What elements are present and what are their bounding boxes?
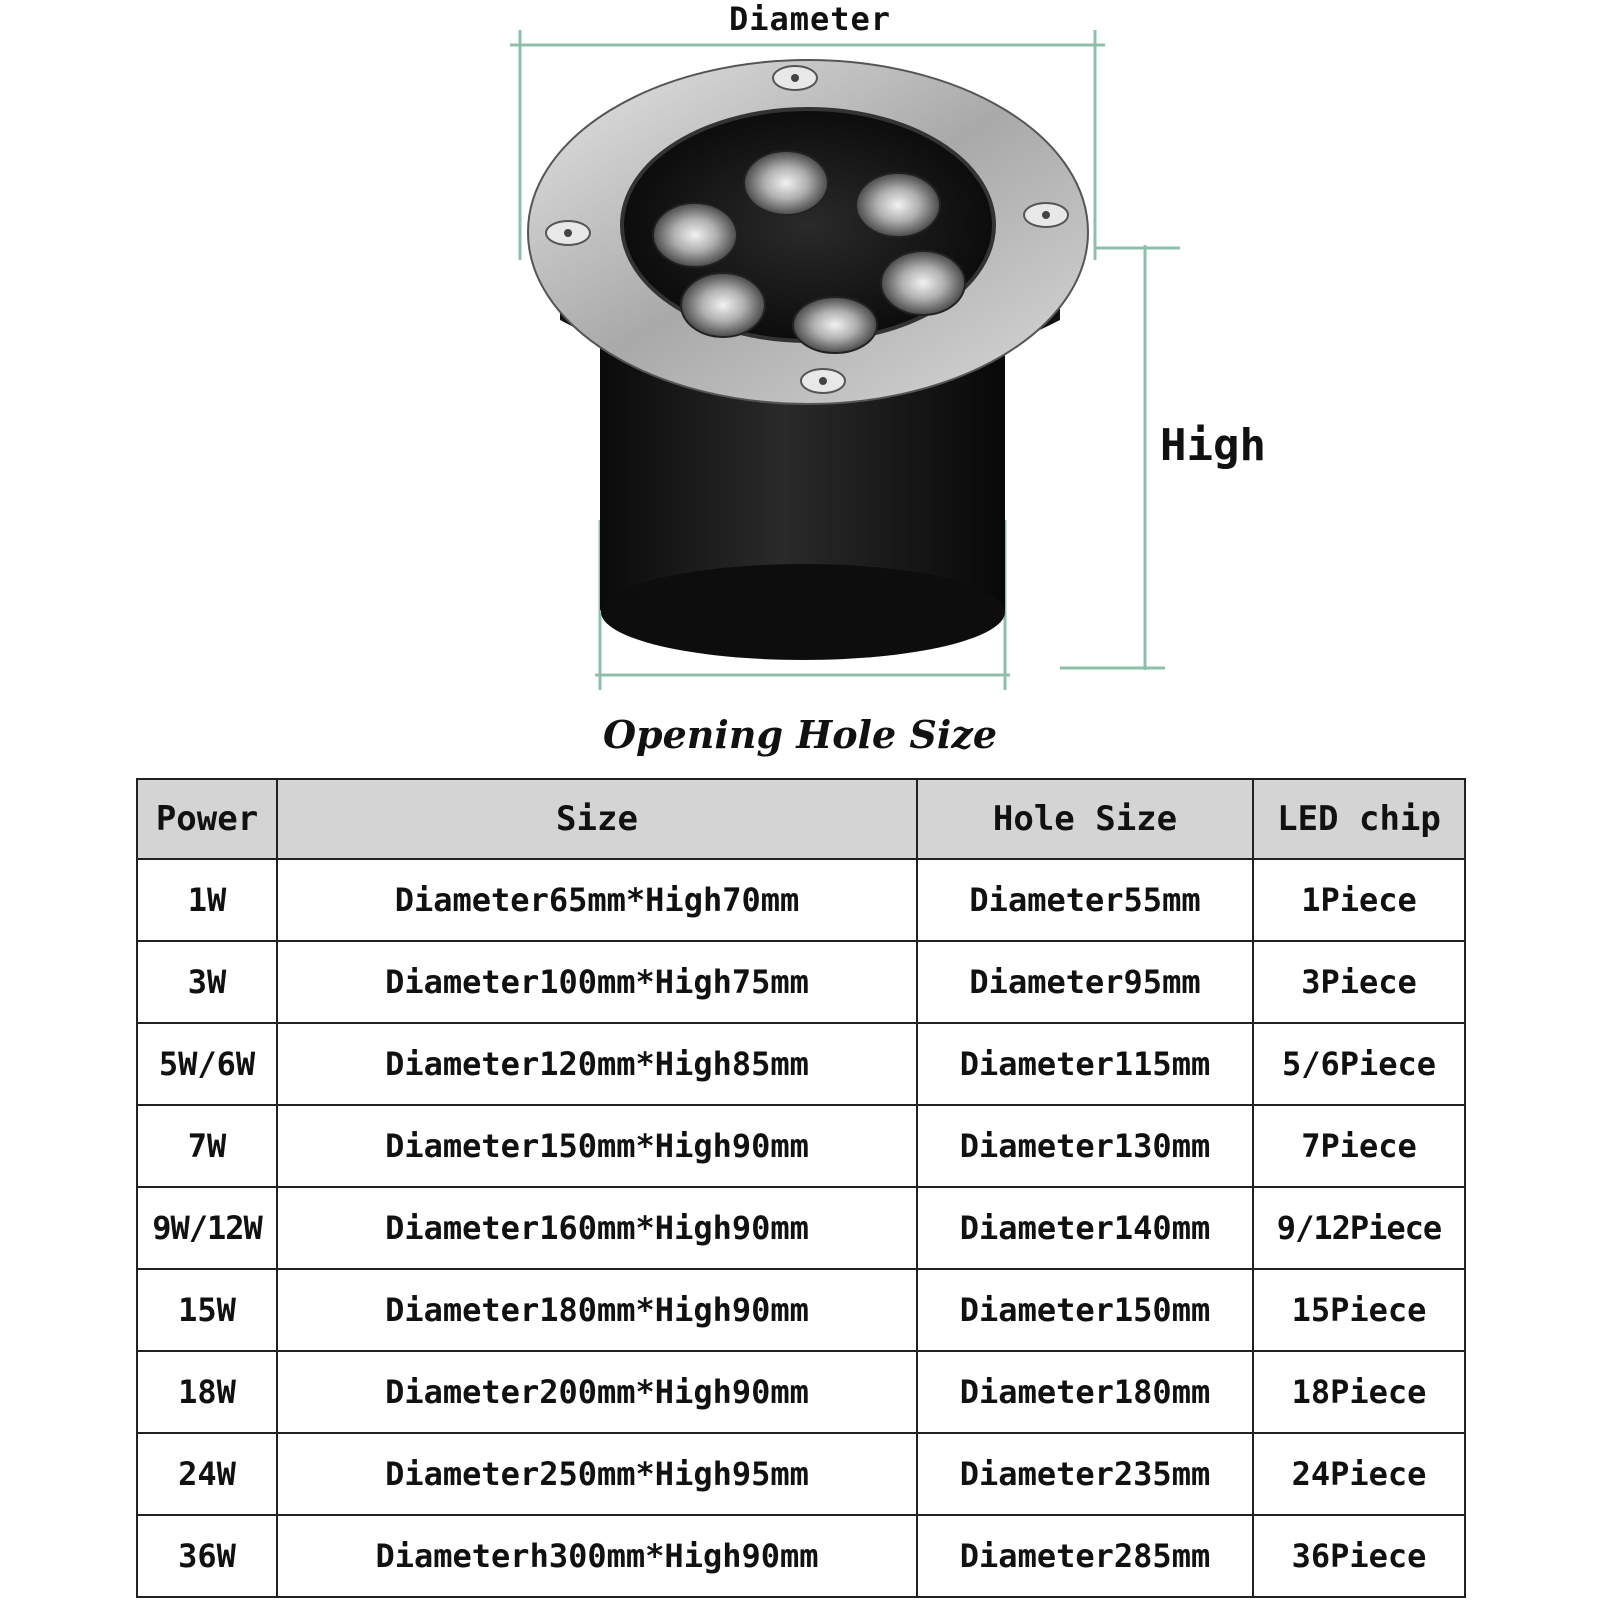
hole-size-cell: Diameter115mm: [917, 1023, 1253, 1105]
header-size: Size: [277, 779, 917, 859]
spec-table: [136, 778, 1466, 1598]
size-cell: Diameter150mm*High90mm: [277, 1105, 917, 1187]
table-row: [137, 859, 1465, 941]
size-cell: Diameter250mm*High95mm: [277, 1433, 917, 1515]
table-row: [137, 1351, 1465, 1433]
hole-size-cell: Diameter235mm: [917, 1433, 1253, 1515]
power-cell: 24W: [137, 1433, 277, 1515]
power-cell: 9W/12W: [137, 1187, 277, 1269]
led-chip-cell: 1Piece: [1253, 859, 1465, 941]
table-row: [137, 1023, 1465, 1105]
table-row: [137, 941, 1465, 1023]
led-chip-cell: 5/6Piece: [1253, 1023, 1465, 1105]
header-power: Power: [137, 779, 277, 859]
table-row: [137, 1269, 1465, 1351]
header-hole-size: Hole Size: [917, 779, 1253, 859]
size-cell: Diameterh300mm*High90mm: [277, 1515, 917, 1597]
size-cell: Diameter65mm*High70mm: [277, 859, 917, 941]
hole-size-cell: Diameter140mm: [917, 1187, 1253, 1269]
size-cell: Diameter200mm*High90mm: [277, 1351, 917, 1433]
power-cell: 3W: [137, 941, 277, 1023]
hole-size-cell: Diameter55mm: [917, 859, 1253, 941]
table-row: [137, 1515, 1465, 1597]
hole-size-cell: Diameter95mm: [917, 941, 1253, 1023]
table-row: [137, 1187, 1465, 1269]
power-cell: 36W: [137, 1515, 277, 1597]
hole-size-cell: Diameter150mm: [917, 1269, 1253, 1351]
power-cell: 5W/6W: [137, 1023, 277, 1105]
table-row: [137, 1433, 1465, 1515]
steel-ring: [528, 60, 1088, 404]
hole-size-cell: Diameter180mm: [917, 1351, 1253, 1433]
led-chip-cell: 7Piece: [1253, 1105, 1465, 1187]
led-chip-cell: 36Piece: [1253, 1515, 1465, 1597]
led-chip-cell: 3Piece: [1253, 941, 1465, 1023]
high-label: High: [1160, 420, 1266, 471]
led-chip-cell: 15Piece: [1253, 1269, 1465, 1351]
hole-size-cell: Diameter130mm: [917, 1105, 1253, 1187]
power-cell: 15W: [137, 1269, 277, 1351]
power-cell: 7W: [137, 1105, 277, 1187]
led-chip-cell: 24Piece: [1253, 1433, 1465, 1515]
lamp-illustration: [0, 0, 1600, 720]
led-chip-cell: 18Piece: [1253, 1351, 1465, 1433]
size-cell: Diameter120mm*High85mm: [277, 1023, 917, 1105]
size-cell: Diameter100mm*High75mm: [277, 941, 917, 1023]
led-chip-cell: 9/12Piece: [1253, 1187, 1465, 1269]
header-led-chip: LED chip: [1253, 779, 1465, 859]
table-header-row: [137, 779, 1465, 859]
hole-size-cell: Diameter285mm: [917, 1515, 1253, 1597]
size-cell: Diameter160mm*High90mm: [277, 1187, 917, 1269]
power-cell: 18W: [137, 1351, 277, 1433]
table-title: Opening Hole Size: [602, 712, 998, 757]
diameter-label: Diameter: [728, 0, 892, 38]
power-cell: 1W: [137, 859, 277, 941]
size-cell: Diameter180mm*High90mm: [277, 1269, 917, 1351]
table-row: [137, 1105, 1465, 1187]
product-diagram: [0, 0, 1600, 720]
